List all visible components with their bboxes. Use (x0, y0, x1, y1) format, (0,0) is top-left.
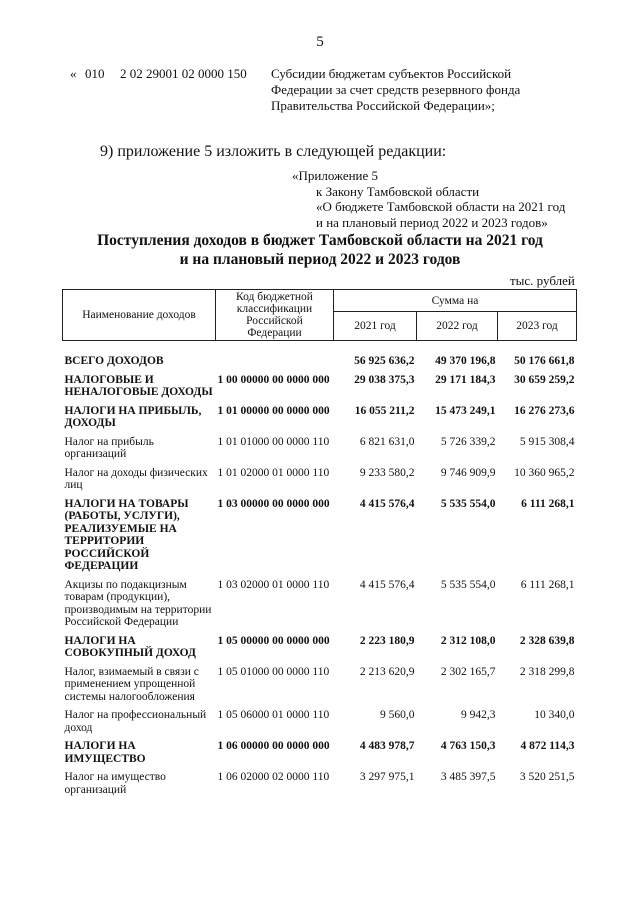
opening-quote: « (70, 66, 77, 81)
top-entry-description (271, 66, 571, 114)
row-value-2021: 4 415 576,4 (359, 497, 415, 510)
row-value-2021: 6 821 631,0 (359, 435, 415, 448)
header-2021: 2021 год (334, 312, 417, 341)
row-value-2022: 4 763 150,3 (440, 740, 496, 752)
row-value-2022: 5 535 554,0 (440, 578, 496, 591)
row-name: НАЛОГОВЫЕ И НЕНАЛОГОВЫЕ ДОХОДЫ (64, 373, 213, 398)
annex-line-2: к Закону Тамбовской области (316, 183, 480, 199)
table-row (63, 579, 577, 629)
row-value-2021: 3 297 975,1 (359, 771, 415, 783)
row-value-2022: 2 302 165,7 (440, 665, 496, 678)
row-name: НАЛОГИ НА ТОВАРЫ (РАБОТЫ, УСЛУГИ), РЕАЛИЗУЕМЫЕ НА ТЕРРИТОРИИ РОССИЙСКОЙ ФЕДЕРАЦИИ (64, 497, 189, 572)
row-value-2021: 4 415 576,4 (359, 578, 415, 591)
row-value-2023: 4 872 114,3 (520, 740, 575, 752)
table-row (63, 467, 577, 492)
table-row (63, 771, 577, 796)
row-code (216, 355, 334, 368)
annex-line-1: «Приложение 5 (292, 168, 379, 183)
row-code: 1 01 01000 00 0000 110 (217, 435, 330, 448)
row-value-2023: 10 340,0 (534, 709, 575, 721)
row-value-2022: 5 535 554,0 (440, 497, 496, 510)
row-value-2023: 2 328 639,8 (519, 634, 575, 647)
row-code: 1 03 00000 00 0000 000 (217, 497, 330, 510)
admin-code: 010 (85, 66, 105, 81)
row-name: Налог на профессиональный доход (64, 709, 207, 734)
row-code: 1 06 02000 02 0000 110 (217, 771, 330, 783)
table-row (63, 666, 577, 704)
row-name: НАЛОГИ НА СОВОКУПНЫЙ ДОХОД (64, 634, 196, 659)
row-value-2023: 2 318 299,8 (519, 665, 575, 678)
header-sum: Сумма на (334, 290, 577, 312)
row-value-2022: 15 473 249,1 (435, 404, 496, 417)
row-code: 1 01 02000 01 0000 110 (217, 466, 330, 479)
annex-line-4: и на плановый период 2022 и 2023 годов» (316, 214, 548, 230)
row-value-2022: 9 746 909,9 (440, 466, 496, 479)
row-value-2023: 6 111 268,1 (521, 497, 575, 510)
row-value-2021: 4 483 978,7 (359, 740, 415, 752)
row-value-2022: 5 726 339,2 (440, 435, 496, 448)
table-row (63, 709, 577, 734)
header-2023: 2023 год (498, 312, 577, 341)
row-value-2023: 5 915 308,4 (519, 435, 575, 448)
row-name: НАЛОГИ НА ПРИБЫЛЬ, ДОХОДЫ (64, 404, 202, 429)
page-number: 5 (316, 34, 324, 50)
row-value-2023: 3 520 251,5 (519, 771, 575, 783)
row-value-2023: 30 659 259,2 (514, 373, 575, 386)
row-value-2023: 16 276 273,6 (514, 404, 575, 417)
row-code: 1 01 00000 00 0000 000 (217, 404, 330, 417)
document-title (0, 231, 640, 269)
row-name: Налог, взимаемый в связи с применением упрощенной системы налогообложения (64, 665, 199, 703)
row-name: Акцизы по подакцизным товарам (продукции), производимым на территории Российской Федерации (64, 578, 212, 628)
row-code: 1 05 00000 00 0000 000 (217, 634, 330, 647)
row-value-2021: 2 213 620,9 (359, 665, 415, 678)
row-value-2022: 49 370 196,8 (435, 355, 496, 367)
row-name: НАЛОГИ НА ИМУЩЕСТВО (64, 740, 146, 765)
row-code: 1 05 06000 01 0000 110 (217, 709, 330, 721)
row-name: Налог на прибыль организаций (64, 435, 154, 460)
row-value-2021: 16 055 211,2 (354, 404, 415, 417)
row-value-2021: 2 223 180,9 (359, 634, 415, 647)
desc-line: Федерации за счет средств резервного фонда (271, 82, 521, 97)
row-value-2023: 50 176 661,8 (514, 355, 575, 367)
row-code: 1 06 00000 00 0000 000 (217, 740, 330, 752)
budget-code: 2 02 29001 02 0000 150 (120, 66, 247, 81)
row-name: ВСЕГО ДОХОДОВ (64, 355, 164, 367)
table-row (63, 374, 577, 399)
header-2022: 2022 год (417, 312, 498, 341)
annex-block (292, 168, 565, 230)
row-code: 1 03 02000 01 0000 110 (217, 578, 330, 591)
table-row (63, 436, 577, 461)
row-name: Налог на имущество организаций (64, 771, 166, 796)
annex-line-3: «О бюджете Тамбовской области на 2021 год (316, 199, 566, 214)
row-value-2022: 2 312 108,0 (440, 634, 496, 647)
row-value-2022: 3 485 397,5 (440, 771, 496, 783)
header-name: Наименование доходов (63, 290, 216, 341)
table-row (63, 498, 577, 573)
row-code: 1 05 01000 00 0000 110 (217, 665, 330, 678)
row-value-2022: 29 171 184,3 (435, 373, 496, 386)
row-value-2023: 10 360 965,2 (514, 466, 575, 479)
title-line-1: Поступления доходов в бюджет Тамбовской области на 2021 год (97, 232, 543, 249)
row-value-2021: 9 560,0 (380, 709, 415, 721)
row-value-2021: 29 038 375,3 (354, 373, 415, 386)
units-label: тыс. рублей (510, 273, 575, 288)
title-line-2: и на плановый период 2022 и 2023 годов (179, 251, 461, 268)
row-value-2022: 9 942,3 (461, 709, 496, 721)
row-name: Налог на доходы физических лиц (64, 466, 208, 491)
row-code: 1 00 00000 00 0000 000 (217, 373, 330, 386)
table-row (63, 405, 577, 430)
revenue-table (62, 289, 577, 802)
table-row (63, 355, 577, 368)
desc-line: Субсидии бюджетам субъектов Российской (271, 66, 512, 81)
header-code: Код бюджетной классификации Российской Федерации (216, 290, 334, 341)
table-row (63, 740, 577, 765)
row-value-2021: 9 233 580,2 (359, 466, 415, 479)
desc-line: Правительства Российской Федерации»; (271, 98, 495, 113)
row-value-2021: 56 925 636,2 (354, 355, 415, 367)
table-row (63, 635, 577, 660)
row-value-2023: 6 111 268,1 (520, 578, 575, 591)
item-9-text: 9) приложение 5 изложить в следующей редакции: (100, 143, 447, 160)
